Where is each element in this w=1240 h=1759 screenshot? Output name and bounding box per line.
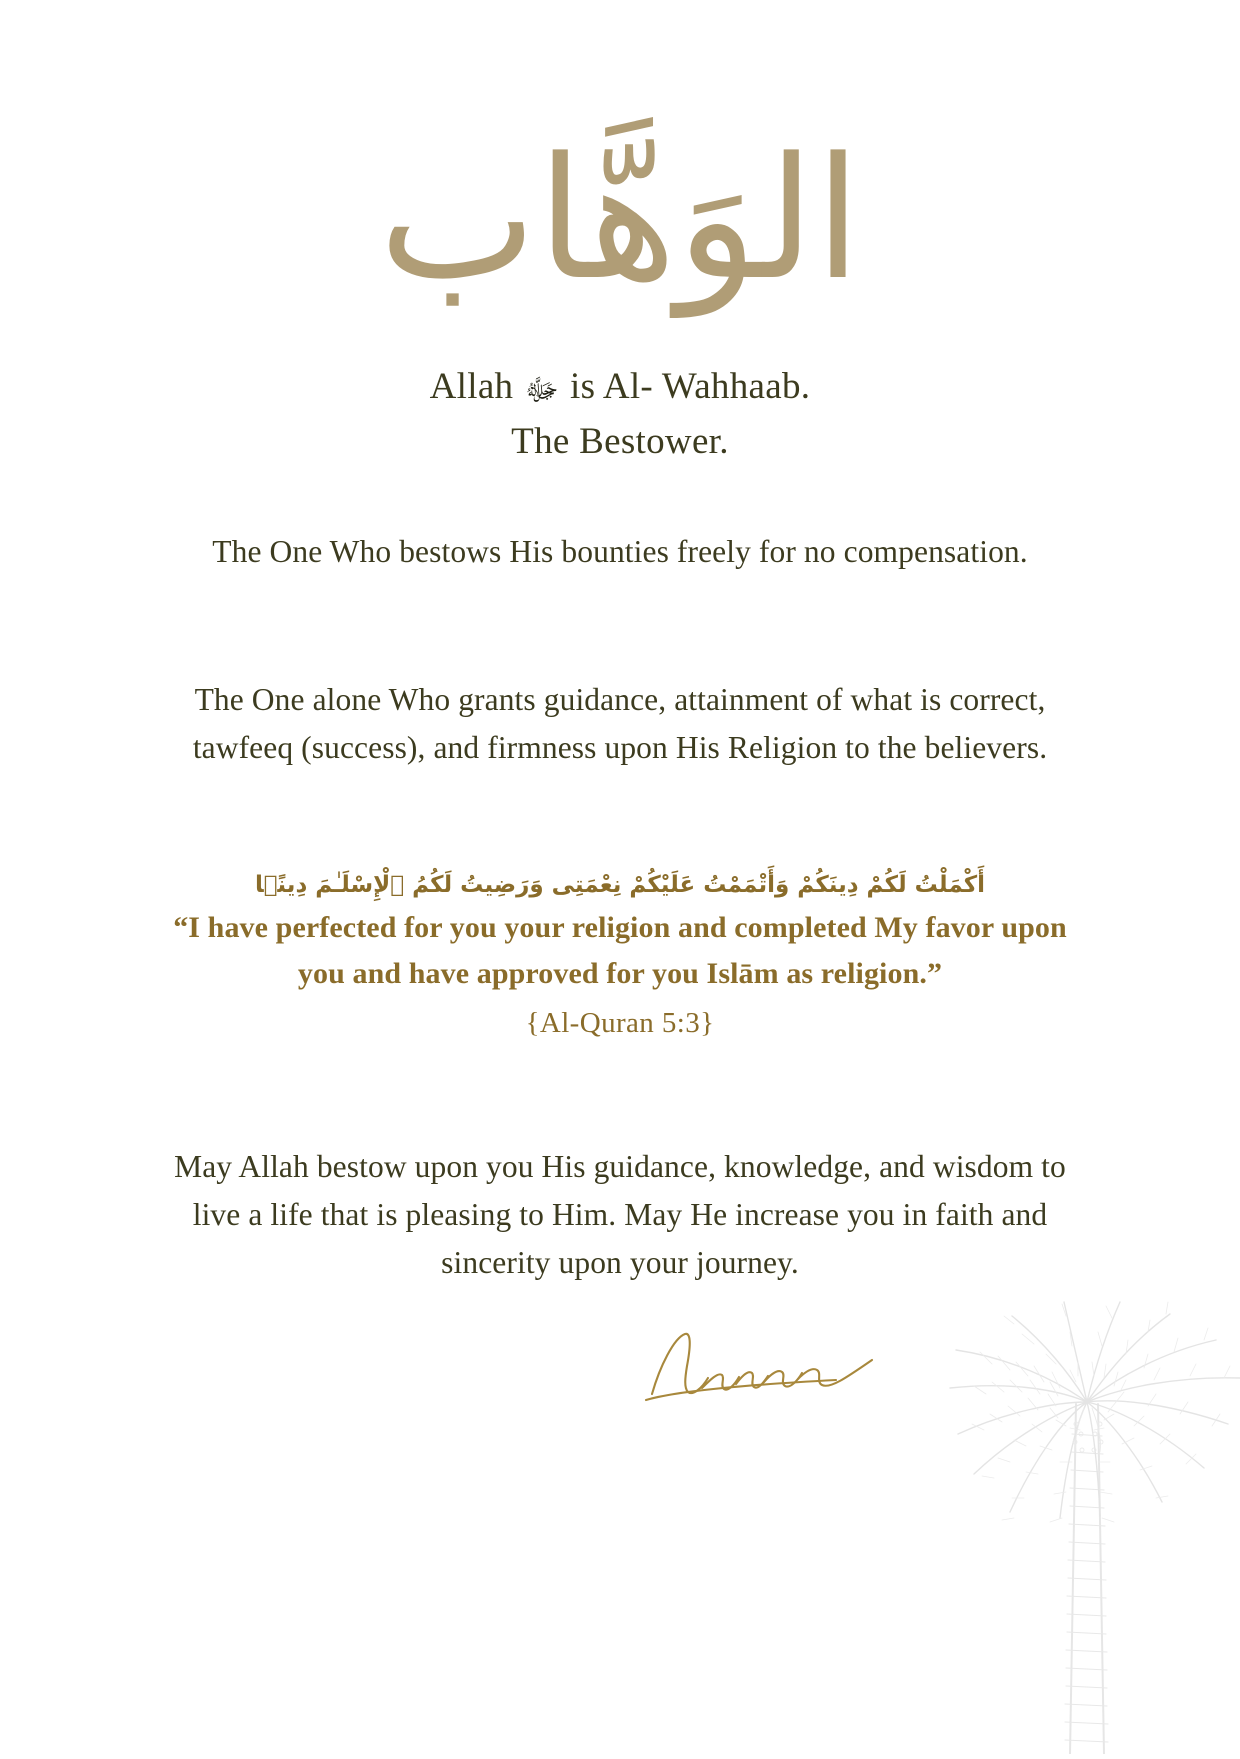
quran-verse-citation: {Al-Quran 5:3} <box>525 1007 715 1040</box>
ameen-signature-icon <box>640 1322 900 1412</box>
name-meaning-line: The Bestower. <box>511 421 729 462</box>
meaning-paragraph: The One Who bestows His bounties freely for no compensation. <box>212 534 1028 569</box>
name-statement-prefix: Allah <box>429 366 523 407</box>
arabic-name-title: الوَهَّاب <box>378 121 862 317</box>
name-statement-line <box>0 358 1240 415</box>
name-statement-suffix: is Al- Wahhaab. <box>560 366 811 407</box>
description-paragraph: The One alone Who grants guidance, attainment of what is correct, tawfeeq (success), and firmness upon His Religion to the believers. <box>192 682 1048 765</box>
quran-verse-block <box>155 870 1085 1044</box>
quran-verse-arabic: أَكْمَلْتُ لَكُمْ دِينَكُمْ وَأَتْمَمْتُ عَلَيْكُمْ نِعْمَتِى وَرَضِيتُ لَكُمُ ٱلْإِسْلَـٰمَ دِينًۭا <box>254 872 985 898</box>
subhanahu-wa-taala-glyph: ﷻ <box>524 373 559 408</box>
quran-verse-translation: “I have perfected for you your religion and completed My favor upon you and have approved for you Islām as religion.” <box>173 911 1067 990</box>
date-palm-illustration <box>948 1284 1240 1754</box>
palm-tree-icon <box>948 1284 1240 1754</box>
ameen-signature <box>640 1322 900 1412</box>
dua-paragraph: May Allah bestow upon you His guidance, knowledge, and wisdom to live a life that is pleasing to Him. May He increase you in faith and sincerity upon your journey. <box>174 1149 1066 1280</box>
